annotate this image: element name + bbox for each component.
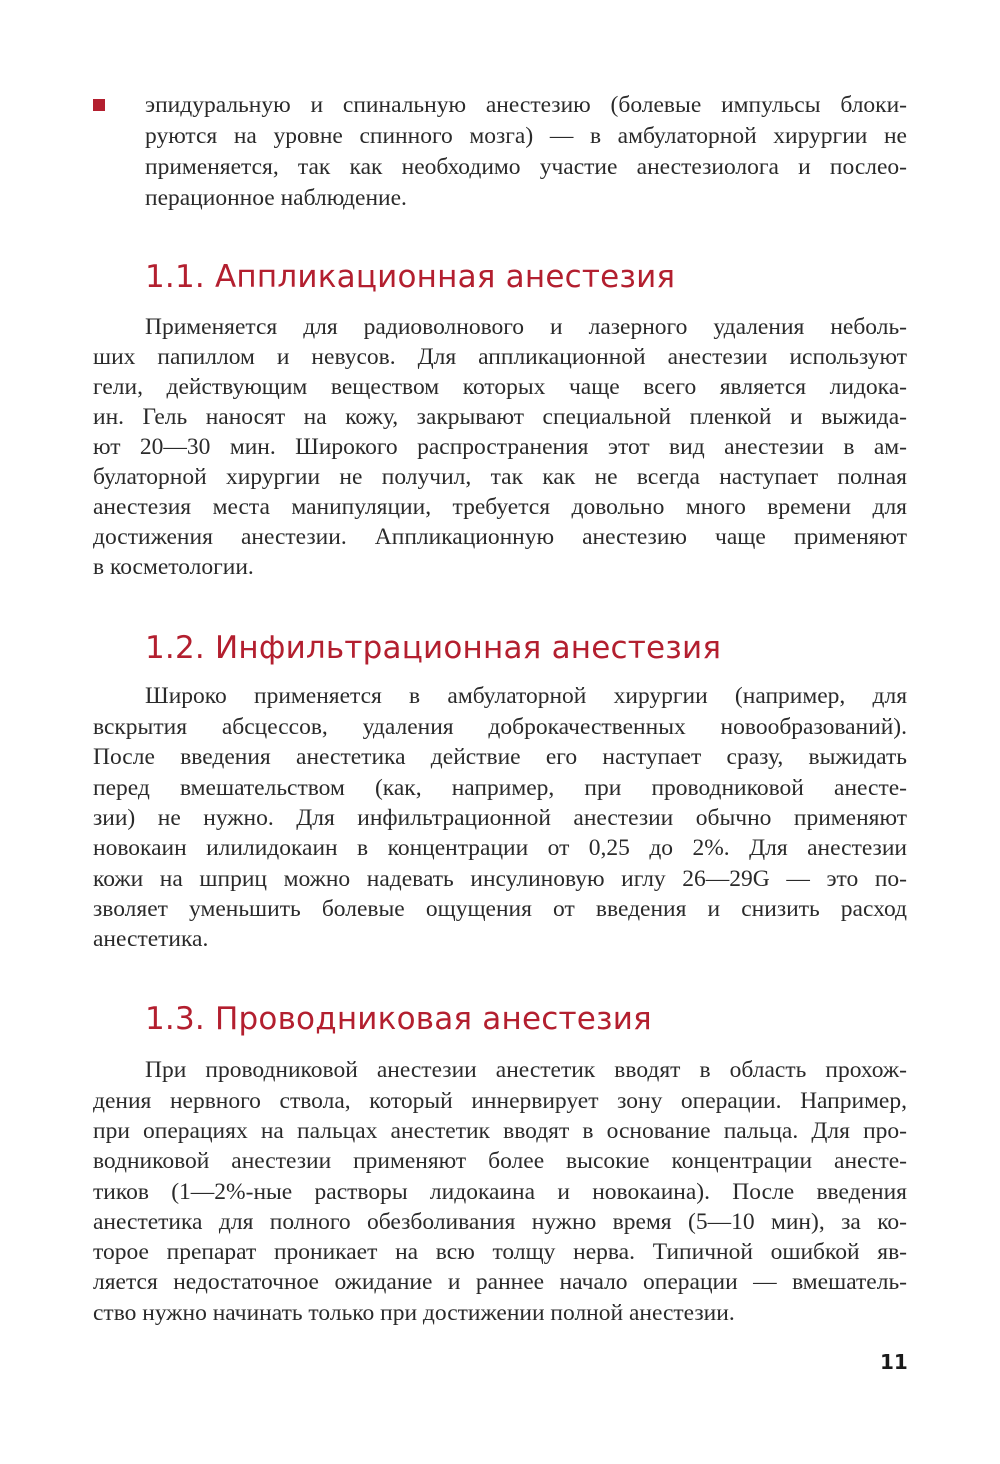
paragraph-line: достижения анестезии. Аппликационную анестезию чаще применяют xyxy=(93,524,907,550)
paragraph-line: вскрытия абсцессов, удаления доброкачественных новообразований). xyxy=(93,714,907,740)
paragraph-line: ляется недостаточное ожидание и раннее начало операции — вмешатель- xyxy=(93,1269,907,1295)
paragraph-line: ют 20—30 мин. Широкого распространения этот вид анестезии в ам- xyxy=(93,434,907,460)
paragraph-line: булаторной хирургии не получил, так как не всегда наступает полная xyxy=(93,464,907,490)
paragraph-line: Широко применяется в амбулаторной хирургии (например, для xyxy=(145,683,907,709)
paragraph-line: зволяет уменьшить болевые ощущения от введения и снизить расход xyxy=(93,896,907,922)
paragraph-line: кожи на шприц можно надевать инсулиновую иглу 26—29G — это по- xyxy=(93,866,907,892)
bullet-line: применяется, так как необходимо участие анестезиолога и послео- xyxy=(145,154,907,180)
paragraph-line: в косметологии. xyxy=(93,554,254,580)
bullet-line: эпидуральную и спинальную анестезию (болевые импульсы блоки- xyxy=(145,92,907,118)
paragraph-line: ство нужно начинать только при достижении полной анестезии. xyxy=(93,1300,735,1326)
bullet-square xyxy=(93,99,105,111)
paragraph-line: тиков (1—2%-ные растворы лидокаина и новокаина). После введения xyxy=(93,1179,907,1205)
page-number: 11 xyxy=(880,1350,908,1374)
paragraph-line: новокаин илилидокаин в концентрации от 0,25 до 2%. Для анестезии xyxy=(93,835,907,861)
paragraph-line: После введения анестетика действие его наступает сразу, выжидать xyxy=(93,744,907,770)
paragraph-line: Применяется для радиоволнового и лазерного удаления неболь- xyxy=(145,314,907,340)
section-heading-1-2: 1.2. Инфильтрационная анестезия xyxy=(145,630,722,666)
paragraph-line: водниковой анестезии применяют более высокие концентрации анесте- xyxy=(93,1148,907,1174)
paragraph-line: гели, действующим веществом которых чаще всего является лидока- xyxy=(93,374,907,400)
paragraph-line: анестетика. xyxy=(93,926,209,952)
paragraph-line: зии) не нужно. Для инфильтрационной анестезии обычно применяют xyxy=(93,805,907,831)
paragraph-line: при операциях на пальцах анестетик вводят в основание пальца. Для про- xyxy=(93,1118,907,1144)
paragraph-line: ших папиллом и невусов. Для аппликационной анестезии используют xyxy=(93,344,907,370)
paragraph-line: анестетика для полного обезболивания нужно время (5—10 мин), за ко- xyxy=(93,1209,907,1235)
paragraph-line: При проводниковой анестезии анестетик вводят в область прохож- xyxy=(145,1057,907,1083)
section-heading-1-1: 1.1. Аппликационная анестезия xyxy=(145,259,676,295)
paragraph-line: ин. Гель наносят на кожу, закрывают специальной пленкой и выжида- xyxy=(93,404,907,430)
bullet-line: руются на уровне спинного мозга) — в амбулаторной хирургии не xyxy=(145,123,907,149)
bullet-line: перационное наблюдение. xyxy=(145,185,407,211)
red-square-bullet-icon xyxy=(93,99,105,111)
paragraph-line: анестезия места манипуляции, требуется довольно много времени для xyxy=(93,494,907,520)
paragraph-line: дения нервного ствола, который иннервирует зону операции. Например, xyxy=(93,1088,907,1114)
section-heading-1-3: 1.3. Проводниковая анестезия xyxy=(145,1001,652,1037)
paragraph-line: перед вмешательством (как, например, при проводниковой анесте- xyxy=(93,775,907,801)
paragraph-line: торое препарат проникает на всю толщу нерва. Типичной ошибкой яв- xyxy=(93,1239,907,1265)
